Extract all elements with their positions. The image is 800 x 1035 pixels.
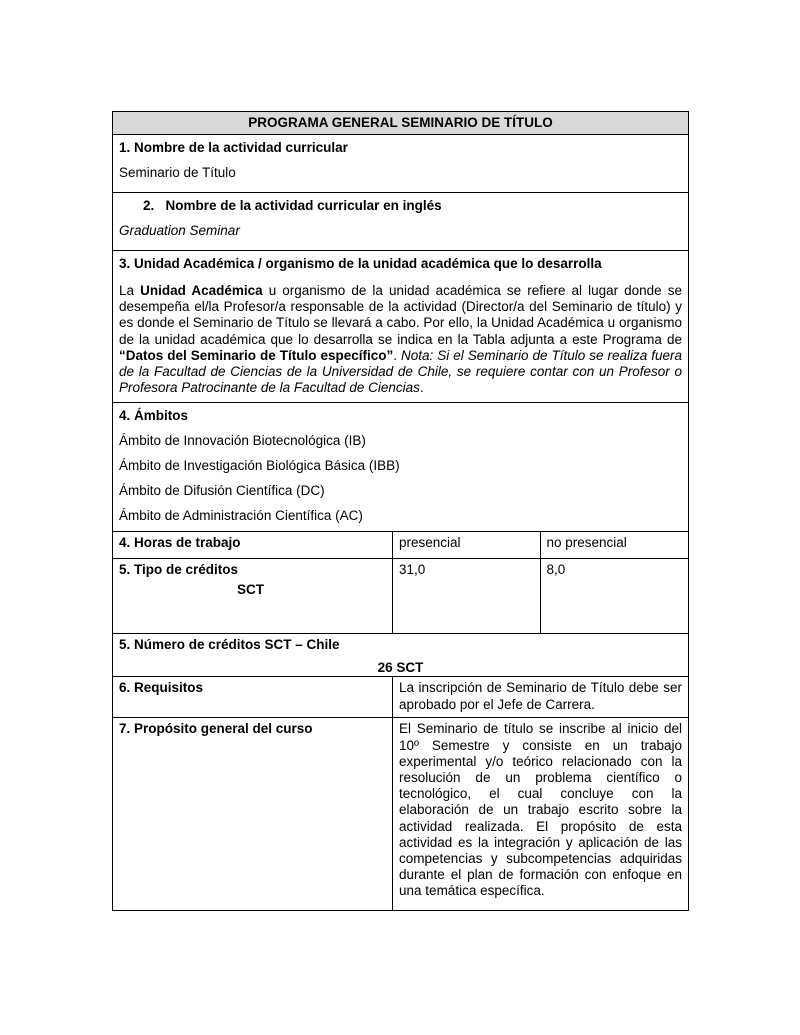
section-number: 2. [143, 198, 155, 213]
section-activity-name-english [113, 193, 688, 251]
hours-row [113, 532, 688, 559]
text-run-bold: Unidad Académica [140, 283, 263, 298]
academic-unit-description [119, 283, 682, 398]
activity-name-english-value: Graduation Seminar [119, 223, 240, 238]
purpose-row [113, 718, 688, 911]
purpose-value: El Seminario de título se inscribe al inicio del 10º Semestre y consiste en un trabajo experimental y/o teórico relacionado con la resolución de un problema científico o tecnológico, el cual concluye con la elaboración de un trabajo escrito sobre la actividad realizada. El propósito de esta actividad es la integración y aplicación de las competencias y subcompetencias adquiridas durante el plan de formación con enfoque en una temática específica. [399, 721, 682, 899]
text-run: . [393, 347, 401, 363]
text-run: u organismo de la unidad académica se refiere al lugar donde se desempeña el/la Profesor/a responsable de la actividad (Director/a del Seminario de título) y es donde el Seminario de Título se llevará a cabo. Por ello, la Unidad Académica u organismo de la unidad académica que lo desarrolla se indica en la Tabla adjunta a este Programa de [119, 283, 682, 347]
credits-number-value: 26 SCT [377, 660, 424, 676]
credits-type-label: 5. Tipo de créditos [119, 562, 239, 578]
table-title: PROGRAMA GENERAL SEMINARIO DE TÍTULO [113, 112, 688, 135]
credits-number-label: 5. Número de créditos SCT – Chile [119, 637, 340, 653]
scope-item: Ámbito de Innovación Biotecnológica (IB) [119, 433, 366, 449]
scope-item: Ámbito de Difusión Científica (DC) [119, 483, 325, 499]
credits-type-sub: SCT [237, 582, 264, 598]
section-scopes [113, 403, 688, 532]
program-document [112, 111, 689, 911]
academic-unit-label: 3. Unidad Académica / organismo de la unidad académica que lo desarrolla [119, 256, 602, 271]
credits-no-presencial: 8,0 [546, 562, 566, 578]
scope-item: Ámbito de Investigación Biológica Básica (IBB) [119, 458, 400, 474]
requirements-value: La inscripción de Seminario de Título debe ser aprobado por el Jefe de Carrera. [399, 680, 682, 712]
credits-number-section [113, 634, 688, 677]
credits-type-row [113, 559, 688, 634]
requirements-row [113, 677, 688, 718]
activity-name-value: Seminario de Título [119, 165, 236, 180]
section-activity-name [113, 135, 688, 193]
activity-name-label: 1. Nombre de la actividad curricular [119, 140, 348, 155]
credits-type-cell [113, 559, 393, 633]
text-run-bold: “Datos del Seminario de Título específico” [119, 347, 394, 363]
hours-no-presencial: no presencial [546, 535, 627, 551]
text-run: . [419, 380, 424, 396]
section-academic-unit [113, 251, 688, 403]
note-text: Nota: Si el Seminario de Título se realiza fuera de la Facultad de Ciencias de la Universidad de Chile, se requiere contar con un Profesor o Profesora Patrocinante de la Facultad de Ciencias [119, 347, 682, 396]
scope-item: Ámbito de Administración Científica (AC) [119, 508, 363, 524]
scopes-label: 4. Ámbitos [119, 408, 189, 424]
credits-presencial: 31,0 [393, 559, 541, 633]
label-text: Nombre de la actividad curricular en inglés [165, 198, 442, 213]
program-table [112, 111, 689, 911]
requirements-label: 6. Requisitos [113, 677, 393, 717]
text-run: La [119, 283, 141, 298]
hours-presencial: presencial [393, 532, 541, 558]
hours-label: 4. Horas de trabajo [113, 532, 393, 558]
purpose-label: 7. Propósito general del curso [113, 718, 393, 910]
activity-name-english-label [119, 196, 682, 221]
